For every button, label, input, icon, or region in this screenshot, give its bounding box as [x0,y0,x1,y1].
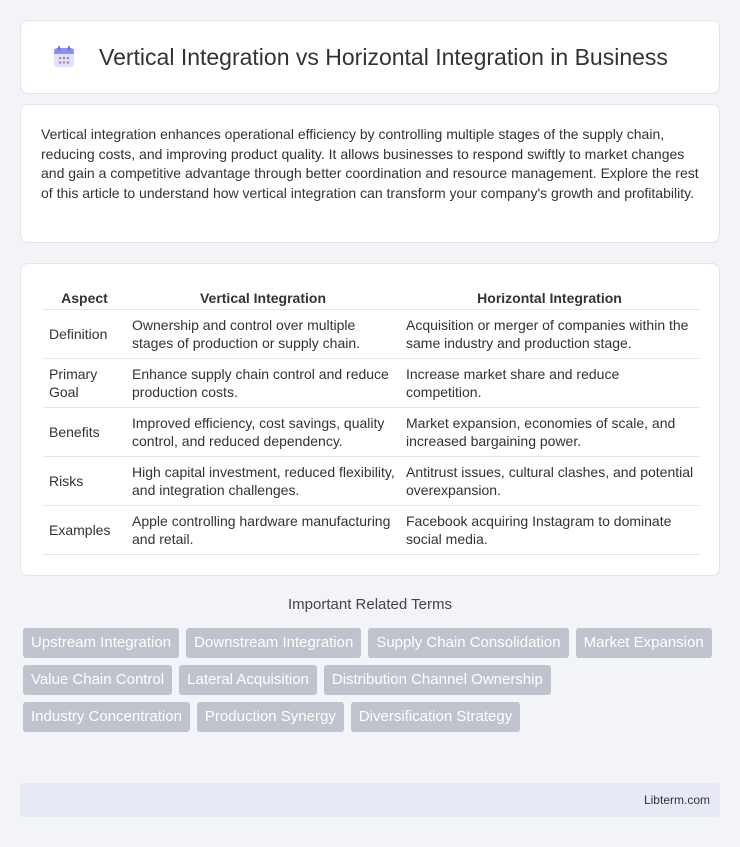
row-vertical: High capital investment, reduced flexibility, and integration challenges. [126,457,400,506]
header-aspect: Aspect [43,284,126,310]
table-row [43,408,699,457]
table-row [43,359,699,408]
table-row [43,310,699,359]
row-horizontal: Market expansion, economies of scale, and increased bargaining power. [400,408,699,457]
intro-text: Vertical integration enhances operational efficiency by controlling multiple stages of the supply chain, reducing costs, and improving product quality. It allows businesses to respond swiftly to market changes and gain a competitive advantage through better coordination and resource management. Explore the rest of this article to understand how vertical integration can transform your company's growth and profitability. [41,126,699,201]
footer [20,783,720,817]
related-term-tag[interactable]: Market Expansion [576,628,712,658]
related-term-tag[interactable]: Diversification Strategy [351,702,520,732]
header-card [20,20,720,94]
row-aspect: Definition [43,310,126,359]
header-horizontal: Horizontal Integration [400,284,699,310]
row-vertical: Ownership and control over multiple stages of production or supply chain. [126,310,400,359]
row-vertical: Improved efficiency, cost savings, quality control, and reduced dependency. [126,408,400,457]
related-terms-list [23,628,723,732]
related-term-tag[interactable]: Upstream Integration [23,628,179,658]
related-term-tag[interactable]: Downstream Integration [186,628,361,658]
row-aspect: Risks [43,457,126,506]
row-aspect: Primary Goal [43,359,126,408]
related-term-tag[interactable]: Industry Concentration [23,702,190,732]
related-term-tag[interactable]: Supply Chain Consolidation [368,628,568,658]
row-horizontal: Antitrust issues, cultural clashes, and potential overexpansion. [400,457,699,506]
related-term-tag[interactable]: Value Chain Control [23,665,172,695]
header-vertical: Vertical Integration [126,284,400,310]
row-horizontal: Acquisition or merger of companies within the same industry and production stage. [400,310,699,359]
row-aspect: Benefits [43,408,126,457]
related-term-tag[interactable]: Lateral Acquisition [179,665,317,695]
row-aspect: Examples [43,506,126,555]
comparison-table-card [20,263,720,576]
row-horizontal: Increase market share and reduce competition. [400,359,699,408]
row-vertical: Apple controlling hardware manufacturing and retail. [126,506,400,555]
page-title: Vertical Integration vs Horizontal Integration in Business [99,43,668,70]
table-row [43,506,699,555]
calendar-icon [51,44,77,70]
related-term-tag[interactable]: Distribution Channel Ownership [324,665,551,695]
table-row [43,457,699,506]
intro-card [20,104,720,243]
comparison-table [43,284,699,555]
table-header-row [43,284,699,310]
row-horizontal: Facebook acquiring Instagram to dominate social media. [400,506,699,555]
related-terms-title: Important Related Terms [288,596,452,613]
row-vertical: Enhance supply chain control and reduce production costs. [126,359,400,408]
footer-site-link[interactable]: Libterm.com [643,793,710,807]
related-term-tag[interactable]: Production Synergy [197,702,344,732]
